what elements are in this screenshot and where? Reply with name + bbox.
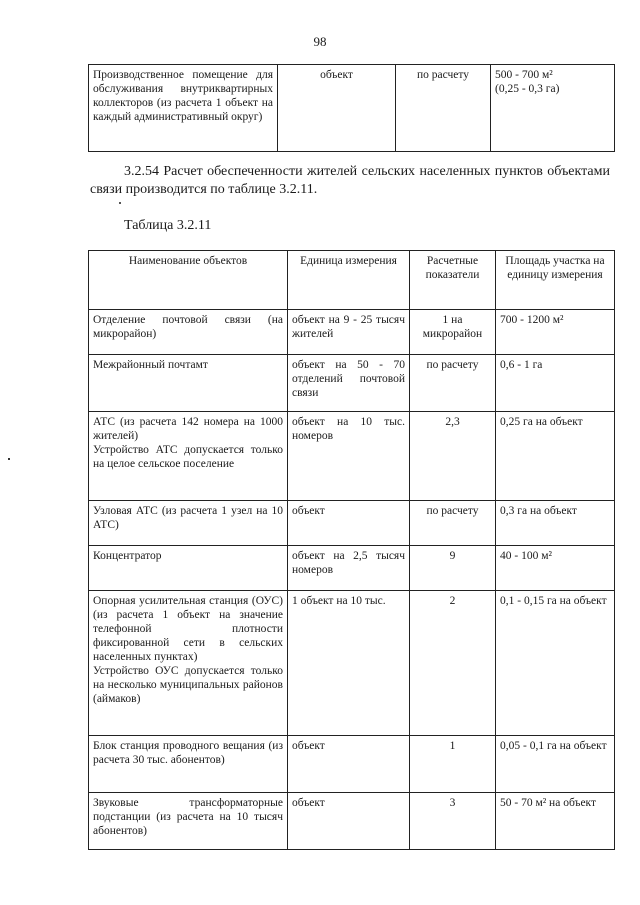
table-cell: объект на 9 - 25 тысяч жителей [288,310,410,355]
table-cell: 1 объект на 10 тыс. [288,591,410,736]
table-row [89,546,615,591]
table-cell: Узловая АТС (из расчета 1 узел на 10 АТС) [89,501,288,546]
table-cell: Концентратор [89,546,288,591]
table-cell: Блок станция проводного вещания (из расчета 30 тыс. абонентов) [89,736,288,793]
table-cell: 40 - 100 м² [496,546,615,591]
table-row [89,65,615,152]
table-cell: 2,3 [410,412,496,501]
page-number: 98 [313,34,327,49]
table-cell: объект [288,736,410,793]
table-row [89,736,615,793]
table-cell: 700 - 1200 м² [496,310,615,355]
column-header: Расчетные показатели [410,251,496,310]
column-header: Единица измерения [288,251,410,310]
table-header-row [89,251,615,310]
table-cell: 0,3 га на объект [496,501,615,546]
table-cell: 0,6 - 1 га [496,355,615,412]
communications-table [88,250,615,850]
table-cell: 3 [410,793,496,850]
table-cell: объект на 2,5 тысяч номеров [288,546,410,591]
table-cell: 500 - 700 м² (0,25 - 0,3 га) [491,65,615,152]
margin-mark [8,458,10,460]
table-cell: 1 на микрорайон [410,310,496,355]
continued-table [88,64,615,152]
table-cell: объект [278,65,396,152]
table-cell: 0,1 - 0,15 га на объект [496,591,615,736]
table-row [89,793,615,850]
table-row [89,412,615,501]
table-cell: Опорная усилительная станция (ОУС) (из расчета 1 объект на значение телефонной плотности фиксированной сети в сельских населенных пунктах) Устройство ОУС допускается только на несколько муниципальных районов (аймаков) [89,591,288,736]
table-cell: объект на 10 тыс. номеров [288,412,410,501]
table-cell: Производственное помещение для обслуживания внутриквартирных коллекторов (из расчета 1 объект на каждый административный округ) [89,65,278,152]
table-cell: Звуковые трансформаторные подстанции (из расчета на 10 тысяч абонентов) [89,793,288,850]
table-row [89,501,615,546]
table-cell: объект [288,793,410,850]
table-row [89,355,615,412]
column-header: Наименование объектов [89,251,288,310]
table-cell: по расчету [396,65,491,152]
table-cell: 1 [410,736,496,793]
table-cell: 50 - 70 м² на объект [496,793,615,850]
table-row [89,591,615,736]
table-cell: АТС (из расчета 142 номера на 1000 жителей) Устройство АТС допускается только на целое сельское поселение [89,412,288,501]
table-cell: Отделение почтовой связи (на микрорайон) [89,310,288,355]
table-cell: 9 [410,546,496,591]
table-row [89,310,615,355]
column-header: Площадь участка на единицу измерения [496,251,615,310]
table-cell: по расчету [410,501,496,546]
table-cell: Межрайонный почтамт [89,355,288,412]
table-cell: объект на 50 - 70 отделений почтовой связи [288,355,410,412]
table-cell: 0,25 га на объект [496,412,615,501]
paragraph: 3.2.54 Расчет обеспеченности жителей сельских населенных пунктов объектами связи производится по таблице 3.2.11. [90,164,610,197]
table-cell: объект [288,501,410,546]
table-cell: 2 [410,591,496,736]
table-cell: 0,05 - 0,1 га на объект [496,736,615,793]
ink-dot [119,202,121,204]
table-cell: по расчету [410,355,496,412]
table-caption: Таблица 3.2.11 [124,218,212,233]
